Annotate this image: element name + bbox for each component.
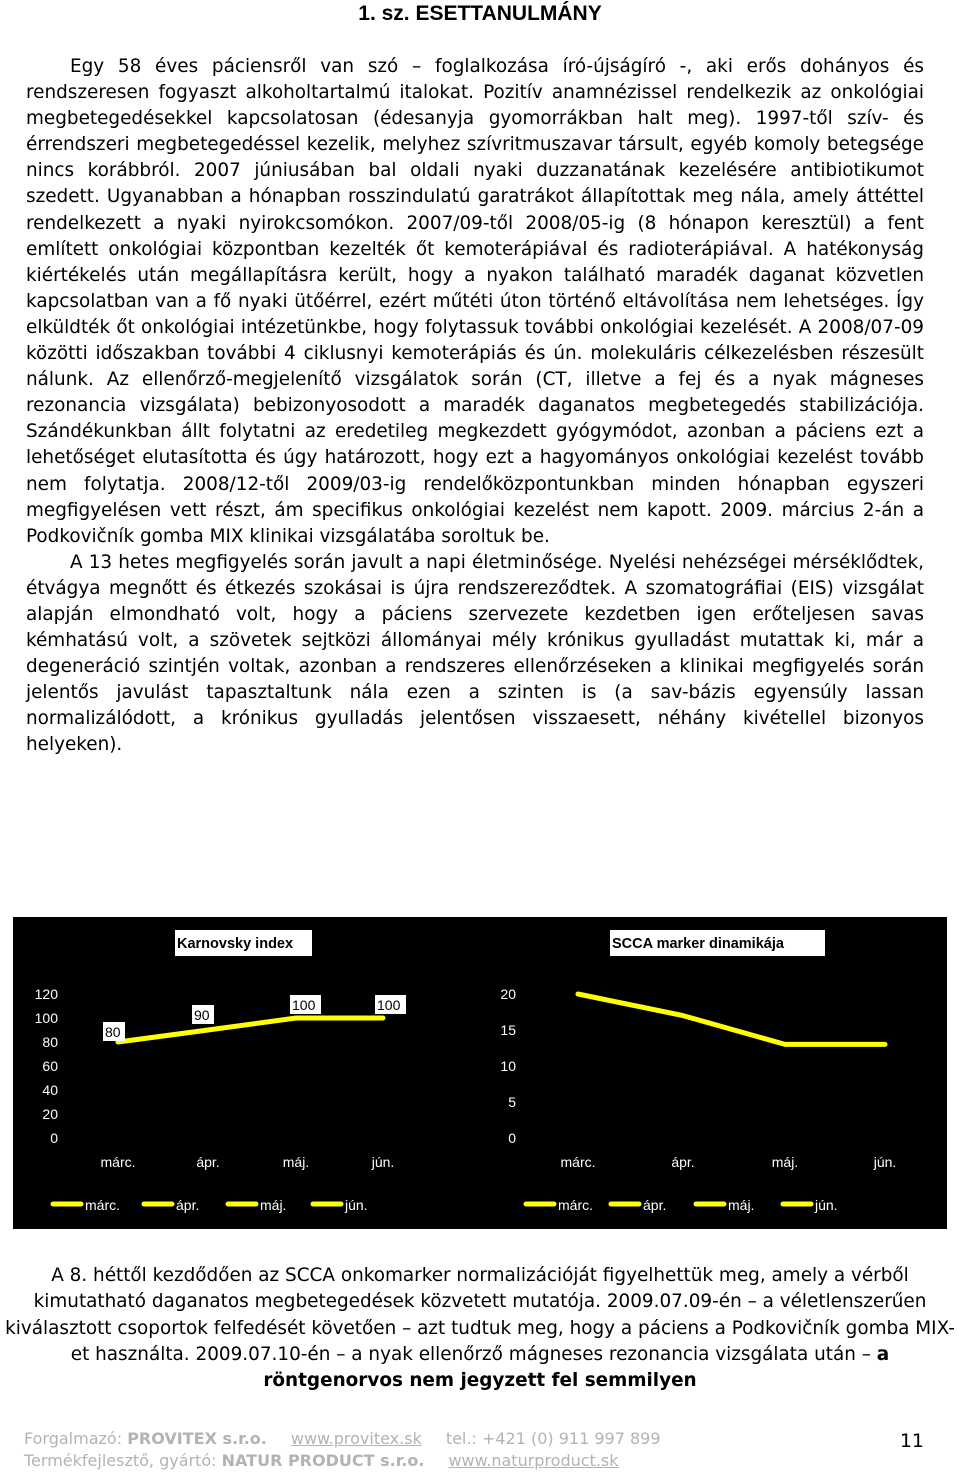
charts-svg [13,917,947,1229]
karnovsky-legend-label: márc. [85,1197,120,1213]
scca-legend-label: ápr. [643,1197,667,1213]
scca-y-tick: 20 [500,986,516,1002]
scca-x-tick: ápr. [671,1154,695,1170]
scca-legend-label: márc. [558,1197,593,1213]
karnovsky-data-label: 100 [377,997,401,1013]
karnovsky-y-tick: 120 [34,986,58,1002]
scca-x-tick: máj. [771,1154,799,1170]
scca-x-tick: márc. [560,1154,596,1170]
footer [24,1428,744,1472]
scca-y-tick: 0 [508,1130,516,1146]
after-chart-paragraph [0,1263,960,1394]
scca-legend-label: jún. [815,1197,838,1213]
page-title: 1. sz. ESETTANULMÁNY [358,2,602,25]
footer-row-distributor [24,1428,744,1450]
scca-y-tick: 10 [500,1058,516,1074]
scca-x-tick: jún. [873,1154,897,1170]
footer-row-producer [24,1450,744,1472]
karnovsky-legend-label: máj. [260,1197,287,1213]
karnovsky-x-tick: ápr. [196,1154,220,1170]
karnovsky-legend-label: jún. [345,1197,368,1213]
footer-distributor-name: PROVITEX s.r.o. [127,1429,267,1448]
scca-legend-label: máj. [728,1197,755,1213]
karnovsky-y-tick: 80 [42,1034,58,1050]
karnovsky-data-label: 100 [292,997,316,1013]
after-chart-text: A 8. héttől kezdődően az SCCA onkomarker normalizációját figyelhettük meg, amely a vérből kimutatható daganatos megbetegedések közvetett mutatója. 2009.07.09-én – a véletlenszerűen kiválasztott csoportok felfedését követően – azt tudtuk meg, hogy a páciens a Podkovičník gomba MIX-et használta. 2009.07.10-én – a nyak ellenőrző mágneses rezonancia vizsgálata után – [5,1265,955,1365]
footer-phone: tel.: +421 (0) 911 997 899 [445,1429,661,1448]
footer-producer-label: Termékfejlesztő, gyártó: [24,1451,217,1470]
footer-producer-link[interactable]: www.naturproduct.sk [448,1451,619,1470]
karnovsky-data-label: 80 [105,1024,121,1040]
karnovsky-legend-label: ápr. [176,1197,200,1213]
karnovsky-x-tick: márc. [100,1154,136,1170]
karnovsky-y-tick: 60 [42,1058,58,1074]
karnovsky-y-tick: 40 [42,1082,58,1098]
charts-panel [13,917,947,1229]
paragraph-2: A 13 hetes megfigyelés során javult a napi életminősége. Nyelési nehézségei mérséklődtek, étvágya megnőtt és étkezés szokásai is újra rendszereződtek. A szomatográfiai (EIS) vizsgálat alapján elmondható volt, hogy a páciens szervezete kezdetben igen erőteljesen savas kémhatású volt, a szövetek sejtközi állományai mély krónikus gyulladást mutattak ki, már a degeneráció szintjén voltak, azonban a rendszeres ellenőrzéseken a klinikai megfigyelés során jelentős javulást tapasztaltunk nála ezen a szinten is (a sav-bázis egyensúly lassan normalizálódott, a krónikus gyulladás jelentősen visszaesett, néhány kivétellel bizonyos helyeken). [26,551,924,756]
footer-distributor-link[interactable]: www.provitex.sk [290,1429,422,1448]
karnovsky-y-tick: 100 [34,1010,58,1026]
karnovsky-y-tick: 0 [50,1130,58,1146]
scca-y-tick: 5 [508,1094,516,1110]
karnovsky-x-tick: máj. [282,1154,310,1170]
case-study-body [26,54,924,759]
footer-distributor-label: Forgalmazó: [24,1429,123,1448]
karnovsky-x-tick: jún. [371,1154,395,1170]
after-chart-bold-text: a röntgenorvos nem jegyzett fel semmilyen [263,1343,890,1392]
page-number: 11 [899,1430,924,1452]
karnovsky-title: Karnovsky index [177,936,294,952]
scca-title: SCCA marker dinamikája [612,936,784,952]
karnovsky-data-label: 90 [194,1007,210,1023]
paragraph-1: Egy 58 éves páciensről van szó – foglalkozása író-újságíró -, aki erős dohányos és rendszeresen fogyaszt alkoholtartalmú italokat. Pozitív anamnézissel rendelkezik az onkológiai megbetegedésekkel kapcsolatosan (édesanyja gyomorrákban halt meg). 1997-től szív- és érrendszeri megbetegedéssel kezelik, melyhez szívritmuszavar társult, egyéb komoly betegsége nincs korábbról. 2007 júniusában bal oldali nyaki duzzanatának kezelésére antibiotikumot szedett. Ugyanabban a hónapban rosszindulatú garatrákot állapítottak meg nála, amely áttéttel rendelkezett a nyaki nyirokcsomókon. 2007/09-től 2008/05-ig (8 hónapon keresztül) a fent említett onkológiai központban kezelték őt kemoterápiával és radioterápiával. A hatékonyság kiértékelés után megállapításra került, hogy a nyakon található maradék daganat közvetlen kapcsolatban van a fő nyaki ütőérrel, ezért műtéti úton történő eltávolítása nem lehetséges. Így elküldték őt onkológiai intézetünkbe, hogy folytassuk további onkológiai kezelését. A 2008/07-09 közötti időszakban további 4 ciklusnyi kemoterápiás és ún. molekuláris célkezelésben részesült nálunk. Az ellenőrző-megjelenítő vizsgálatok során (CT, illetve a fej és a nyak mágneses rezonancia vizsgálata) bebizonyosodott a maradék daganatos megbetegedés stabilizációja. Szándékunkban állt folytatni az eredetileg megkezdett gyógymódot, azonban a páciens ezt a lehetőséget elutasította és úgy határozott, hogy ezt a hagyományos onkológiai kezelést tovább nem folytatja. 2008/12-től 2009/03-ig rendelőközpontunkban minden hónapban egyszeri megfigyelésen vett részt, ám specifikus onkológiai kezelést nem kapott. 2009. március 2-án a Podkovičník gomba MIX klinikai vizsgálatába soroltuk be. [26,56,924,547]
scca-y-tick: 15 [500,1022,516,1038]
footer-producer-name: NATUR PRODUCT s.r.o. [221,1451,425,1470]
karnovsky-y-tick: 20 [42,1106,58,1122]
